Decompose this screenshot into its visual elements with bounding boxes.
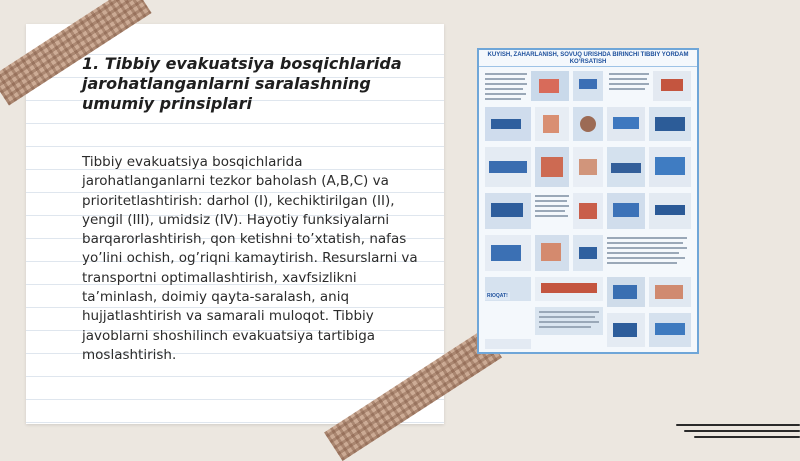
poster-illustrations (479, 67, 697, 354)
poster-title: KUYISH, ZAHARLANISH, SOVUQ URISHDA BIRINCHI TIBBIY YORDAM KO‘RSATISH (479, 50, 697, 67)
slide-body-text: Tibbiy evakuatsiya bosqichlarida jarohatlanganlarni tezkor baholash (A,B,C) va prioritetlashtirish: darhol (I), kechiktirilgan (II), yengil (III), umidsiz (IV). Hayotiy funksiyalarni barqarorlashtirish, qon ketishni to’xtatish, nafas yo’lini ochish, og’riqni kamaytirish. Resurslarni va transportni optimallashtirish, xavfsizlikni ta’minlash, doimiy qayta-saralash, aniq hujjatlashtirish va samarali muloqot. Tibbiy javoblarni shoshilinch evakuatsiya tartibiga moslashtirish. (82, 154, 418, 363)
decorative-line (676, 424, 800, 426)
slide-title: 1. Tibbiy evakuatsiya bosqichlarida jarohatlanganlarni saralashning umumiy prinsiplari (82, 54, 402, 113)
decorative-lines (676, 420, 800, 442)
poster-warning-label: RIOQAT! (487, 293, 508, 299)
decorative-line (684, 430, 800, 432)
first-aid-poster-image (477, 48, 699, 354)
decorative-line (694, 436, 800, 438)
